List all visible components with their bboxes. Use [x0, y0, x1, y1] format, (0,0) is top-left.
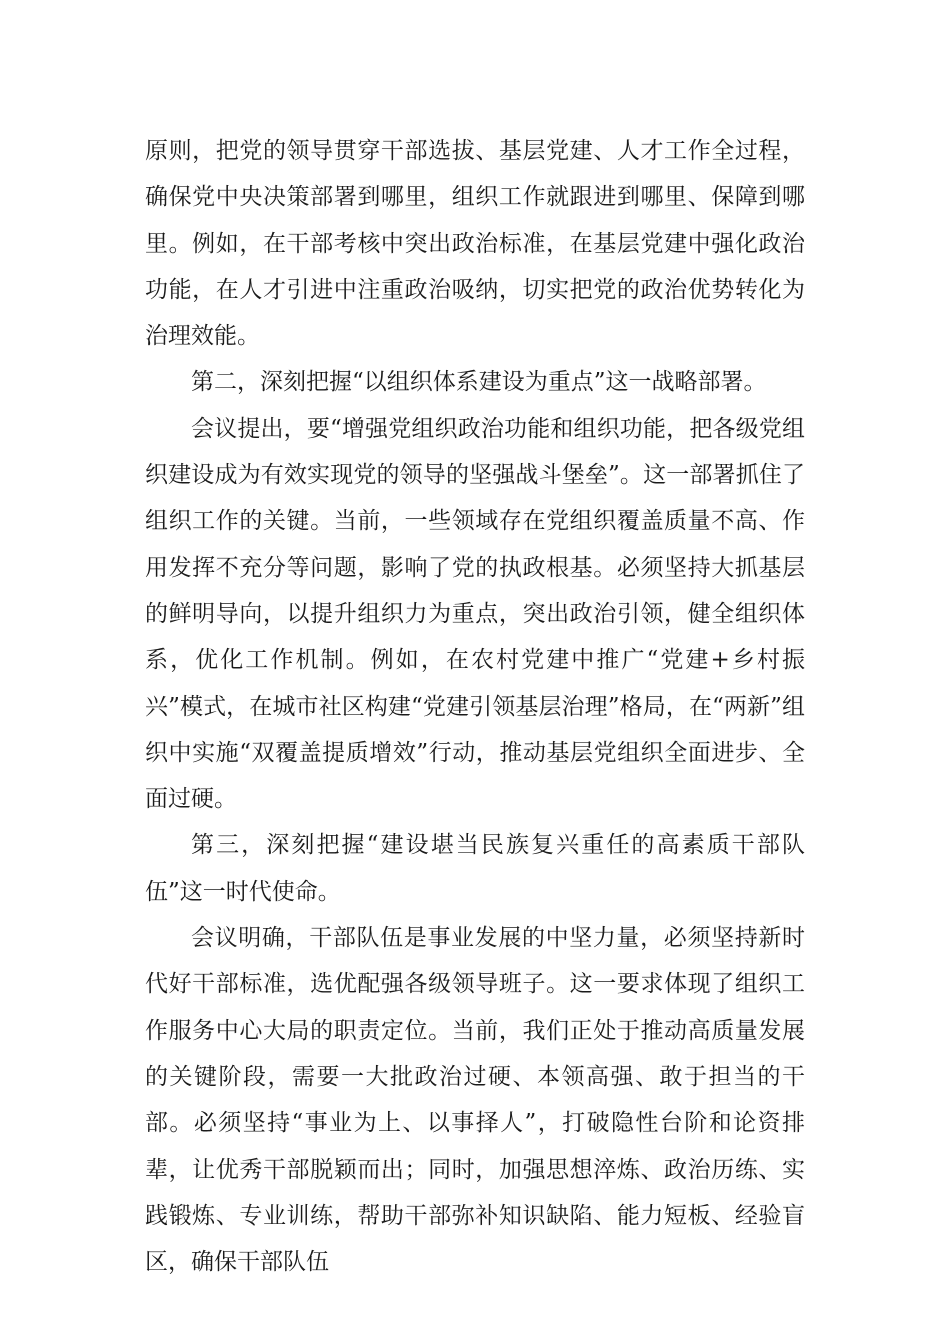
- paragraph-heading-third: 第三，深刻把握“建设堪当民族复兴重任的高素质干部队伍”这一时代使命。: [145, 832, 805, 905]
- paragraph-heading-second: 第二，深刻把握“以组织体系建设为重点”这一战略部署。: [191, 369, 767, 396]
- paragraph-organization-system: 会议提出，要“增强党组织政治功能和组织功能，把各级党组织建设成为有效实现党的领导的坚强战斗堡垒”。这一部署抓住了组织工作的关键。当前，一些领域存在党组织覆盖质量不高、作用发挥不充分等问题，影响了党的执政根基。必须坚持大抓基层的鲜明导向，以提升组织力为重点，突出政治引领，健全组织体系，优化工作机制。例如，在农村党建中推广“党建+乡村振兴”模式，在城市社区构建“党建引领基层治理”格局，在“两新”组织中实施“双覆盖提质增效”行动，推动基层党组织全面进步、全面过硬。: [145, 415, 805, 813]
- paragraph-principle-continuation: 原则，把党的领导贯穿干部选拔、基层党建、人才工作全过程，确保党中央决策部署到哪里，组织工作就跟进到哪里、保障到哪里。例如，在干部考核中突出政治标准，在基层党建中强化政治功能，在人才引进中注重政治吸纳，切实把党的政治优势转化为治理效能。: [145, 138, 805, 350]
- document-body: [145, 128, 805, 1285]
- paragraph-cadre-team: 会议明确，干部队伍是事业发展的中坚力量，必须坚持新时代好干部标准，选优配强各级领导班子。这一要求体现了组织工作服务中心大局的职责定位。当前，我们正处于推动高质量发展的关键阶段，需要一大批政治过硬、本领高强、敢于担当的干部。必须坚持“事业为上、以事择人”，打破隐性台阶和论资排辈，让优秀干部脱颖而出；同时，加强思想淬炼、政治历练、实践锻炼、专业训练，帮助干部弥补知识缺陷、能力短板、经验盲区，确保干部队伍: [145, 925, 805, 1276]
